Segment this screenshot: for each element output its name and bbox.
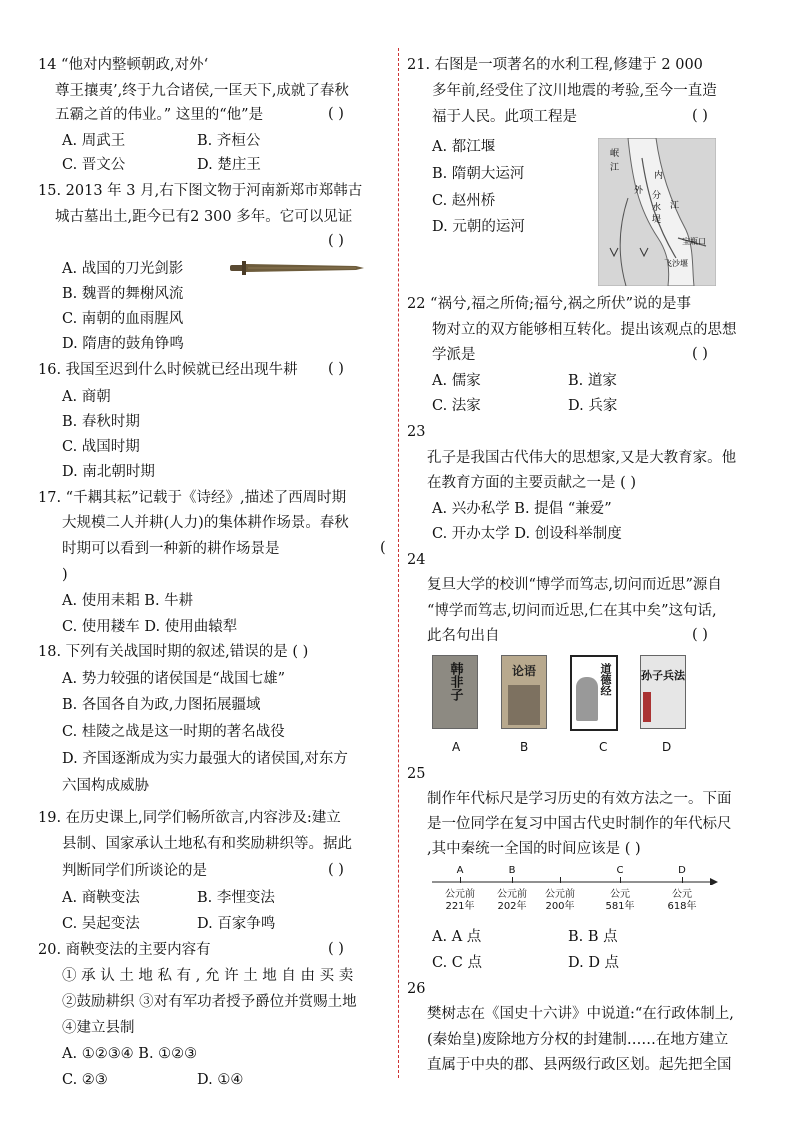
q24-line2: “博学而笃志,切问而近思,仁在其中矣”这句话, xyxy=(427,603,717,619)
timeline-point-label: A xyxy=(456,865,464,876)
timeline-tick xyxy=(460,877,461,883)
q22-option-d[interactable]: D. 兵家 xyxy=(568,398,618,414)
q26-line3: 直属于中央的郡、县两级行政区划。起先把全国 xyxy=(427,1057,732,1073)
book-cover-lunyu[interactable] xyxy=(501,655,547,729)
map-label-shui: 水 xyxy=(652,203,662,213)
q23-line2: 在教育方面的主要贡献之一是 ( ) xyxy=(427,475,637,491)
q20-line2: ① 承 认 土 地 私 有 , 允 许 土 地 自 由 买 卖 xyxy=(62,968,354,984)
timeline-date-label: 公元前 200年 xyxy=(545,889,575,912)
q24-line1: 复旦大学的校训“博学而笃志,切问而近思”源自 xyxy=(427,577,722,593)
timeline-point-label: D xyxy=(678,865,686,876)
q22-option-b[interactable]: B. 道家 xyxy=(568,373,617,389)
q17-line2: 大规模二人并耕(人力)的集体耕作场景。春秋 xyxy=(62,515,349,531)
q20-option-d[interactable]: D. ①④ xyxy=(197,1072,244,1088)
q19-option-c[interactable]: C. 吴起变法 xyxy=(62,916,140,932)
book-title-d: 孙子兵法 xyxy=(641,669,685,682)
q22-option-c[interactable]: C. 法家 xyxy=(432,398,481,414)
q25-option-c[interactable]: C. C 点 xyxy=(432,955,482,971)
q18-option-d-line1[interactable]: D. 齐国逐渐成为实力最强大的诸侯国,对东方 xyxy=(62,751,348,767)
q14-answer-paren[interactable]: ( ) xyxy=(328,106,344,122)
q15-option-c[interactable]: C. 南朝的血雨腥风 xyxy=(62,311,184,327)
q20-line1: 20. 商鞅变法的主要内容有 xyxy=(38,942,211,958)
q18-option-b[interactable]: B. 各国各自为政,力图拓展疆域 xyxy=(62,697,261,713)
q25-line1: 制作年代标尺是学习历史的有效方法之一。下面 xyxy=(427,791,732,807)
q19-option-a[interactable]: A. 商鞅变法 xyxy=(62,890,140,906)
q15-line1: 15. 2013 年 3 月,右下图文物于河南新郑市郑韩古 xyxy=(38,183,363,199)
timeline-tick xyxy=(512,877,513,883)
q16-option-a[interactable]: A. 商朝 xyxy=(62,389,111,405)
book-label-c: C xyxy=(599,740,608,754)
q25-option-a[interactable]: A. A 点 xyxy=(432,929,482,945)
map-label-jiang2: 江 xyxy=(670,201,680,211)
q16-answer-paren[interactable]: ( ) xyxy=(328,361,344,377)
book-label-d: D xyxy=(662,740,672,754)
q20-line3: ②鼓励耕织 ③对有军功者授予爵位并赏赐土地 xyxy=(62,994,357,1010)
map-label-inner: 内 xyxy=(654,171,664,181)
timeline-date-label: 公元 618年 xyxy=(667,889,697,912)
q18-line1: 18. 下列有关战国时期的叙述,错误的是 ( ) xyxy=(38,644,309,660)
q25-number: 25 xyxy=(407,766,426,782)
timeline-point-label: B xyxy=(508,865,516,876)
q19-line3: 判断同学们所谈论的是 xyxy=(62,863,207,879)
book-title-c: 道德经 xyxy=(599,663,612,696)
timeline-point-label: C xyxy=(616,865,624,876)
q18-option-a[interactable]: A. 势力较强的诸侯国是“战国七雄” xyxy=(62,671,286,687)
q21-option-b[interactable]: B. 隋朝大运河 xyxy=(432,166,525,182)
q14-option-a[interactable]: A. 周武王 xyxy=(62,133,126,149)
q16-line1: 16. 我国至迟到什么时候就已经出现牛耕 xyxy=(38,362,298,378)
q17-answer-paren-close: ) xyxy=(62,567,68,583)
map-label-jiang1: 江 xyxy=(610,163,620,173)
q22-line3: 学派是 xyxy=(432,347,476,363)
column-divider xyxy=(398,48,399,1078)
timeline-tick xyxy=(560,877,561,883)
q19-line2: 县制、国家承认土地私有和奖励耕织等。据此 xyxy=(62,836,352,852)
q15-option-a[interactable]: A. 战国的刀光剑影 xyxy=(62,261,184,277)
q18-option-d-line2: 六国构成威胁 xyxy=(62,778,149,794)
timeline-tick xyxy=(682,877,683,883)
q22-line1: 22 “祸兮,福之所倚;福兮,祸之所伏”说的是事 xyxy=(407,296,691,312)
q21-line3: 福于人民。此项工程是 xyxy=(432,109,577,125)
q20-option-c[interactable]: C. ②③ xyxy=(62,1072,108,1088)
book-cover-daodejing[interactable] xyxy=(570,655,618,731)
q25-option-b[interactable]: B. B 点 xyxy=(568,929,618,945)
q15-option-d[interactable]: D. 隋唐的鼓角铮鸣 xyxy=(62,336,184,352)
q26-number: 26 xyxy=(407,981,426,997)
book-cover-hanfeizi[interactable] xyxy=(432,655,478,729)
map-label-outer: 外 xyxy=(634,186,644,196)
timeline-date-label: 公元 581年 xyxy=(605,889,635,912)
q21-line2: 多年前,经受住了汶川地震的考验,至今一直造 xyxy=(432,83,717,99)
q19-line1: 19. 在历史课上,同学们畅所欲言,内容涉及:建立 xyxy=(38,810,341,826)
q21-line1: 21. 右图是一项著名的水利工程,修建于 2 000 xyxy=(407,57,703,73)
q19-option-b[interactable]: B. 李悝变法 xyxy=(197,890,275,906)
map-label-min: 岷 xyxy=(610,149,620,159)
q19-answer-paren[interactable]: ( ) xyxy=(328,862,344,878)
q21-option-d[interactable]: D. 元朝的运河 xyxy=(432,219,525,235)
timeline-date-label: 公元前 221年 xyxy=(445,889,475,912)
q23-number: 23 xyxy=(407,424,426,440)
q17-options-ab[interactable]: A. 使用耒耜 B. 牛耕 xyxy=(62,593,194,609)
book-cover-sunzibingfa[interactable] xyxy=(640,655,686,729)
q15-line2: 城古墓出土,距今已有2 300 多年。它可以见证 xyxy=(55,209,353,225)
q16-option-c[interactable]: C. 战国时期 xyxy=(62,439,140,455)
q22-line2: 物对立的双方能够相互转化。提出该观点的思想 xyxy=(432,322,737,338)
q25-line2: 是一位同学在复习中国古代史时制作的年代标尺 xyxy=(427,816,732,832)
q21-option-a[interactable]: A. 都江堰 xyxy=(432,139,496,155)
q14-option-b[interactable]: B. 齐桓公 xyxy=(197,133,261,149)
q14-line3: 五霸之首的伟业。” 这里的“他”是 xyxy=(55,107,264,123)
q20-options-ab[interactable]: A. ①②③④ B. ①②③ xyxy=(62,1046,198,1062)
q17-options-cd[interactable]: C. 使用耧车 D. 使用曲辕犁 xyxy=(62,619,238,635)
q20-answer-paren[interactable]: ( ) xyxy=(328,941,344,957)
q22-option-a[interactable]: A. 儒家 xyxy=(432,373,481,389)
book-label-b: B xyxy=(520,740,529,754)
q25-option-d[interactable]: D. D 点 xyxy=(568,955,620,971)
q26-line1: 樊树志在《国史十六讲》中说道:“在行政体制上, xyxy=(427,1006,734,1022)
q17-answer-paren-open[interactable]: ( xyxy=(380,540,386,556)
q23-line1: 孔子是我国古代伟大的思想家,又是大教育家。他 xyxy=(427,450,737,466)
timeline-date-label: 公元前 202年 xyxy=(497,889,527,912)
q24-line3: 此名句出自 xyxy=(427,628,500,644)
q23-options-cd[interactable]: C. 开办太学 D. 创设科举制度 xyxy=(432,526,622,542)
q25-line3: ,其中秦统一全国的时间应该是 ( ) xyxy=(427,841,641,857)
q14-option-c[interactable]: C. 晋文公 xyxy=(62,157,126,173)
dujiangyan-map xyxy=(598,138,716,286)
q22-answer-paren[interactable]: ( ) xyxy=(692,346,708,362)
q18-option-c[interactable]: C. 桂陵之战是这一时期的著名战役 xyxy=(62,724,285,740)
q26-line2: (秦始皇)废除地方分权的封建制……在地方建立 xyxy=(427,1032,729,1048)
book-label-a: A xyxy=(452,740,461,754)
q15-option-b[interactable]: B. 魏晋的舞榭风流 xyxy=(62,286,184,302)
q21-option-c[interactable]: C. 赵州桥 xyxy=(432,193,496,209)
q16-option-d[interactable]: D. 南北朝时期 xyxy=(62,464,155,480)
timeline-ruler xyxy=(430,865,720,923)
map-label-di: 堤 xyxy=(652,215,662,225)
q14-line1: 14 “他对内整顿朝政,对外‘ xyxy=(38,57,209,73)
q24-number: 24 xyxy=(407,552,426,568)
timeline-tick xyxy=(620,877,621,883)
map-label-fen: 分 xyxy=(652,191,662,201)
q20-line4: ④建立县制 xyxy=(62,1020,135,1036)
q14-line2: 尊王攘夷’,终于九合诸侯,一匡天下,成就了春秋 xyxy=(55,83,349,99)
bronze-sword-image xyxy=(228,258,366,278)
q17-line1: 17. “千耦其耘”记载于《诗经》,描述了西周时期 xyxy=(38,490,347,506)
q24-answer-paren[interactable]: ( ) xyxy=(692,627,708,643)
q16-option-b[interactable]: B. 春秋时期 xyxy=(62,414,140,430)
map-label-baopingkou: 宝瓶口 xyxy=(682,237,706,246)
q19-option-d[interactable]: D. 百家争鸣 xyxy=(197,916,276,932)
q23-options-ab[interactable]: A. 兴办私学 B. 提倡 “兼爱” xyxy=(432,501,612,517)
map-label-feishayan: 飞沙堰 xyxy=(664,259,688,268)
book-title-a: 韩非子 xyxy=(447,662,463,701)
q14-option-d[interactable]: D. 楚庄王 xyxy=(197,157,261,173)
q21-answer-paren[interactable]: ( ) xyxy=(692,108,708,124)
book-title-b: 论语 xyxy=(511,664,536,678)
q17-line3: 时期可以看到一种新的耕作场景是 xyxy=(62,541,280,557)
q15-answer-paren[interactable]: ( ) xyxy=(328,233,344,249)
